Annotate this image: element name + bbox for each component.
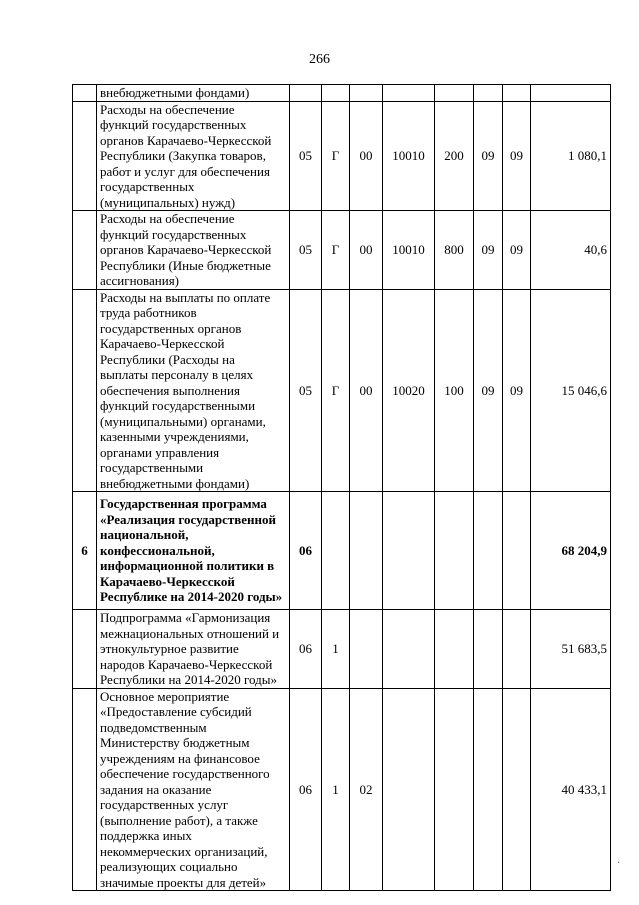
direction-code-cell: 10020 bbox=[383, 289, 435, 492]
program-code-cell: 05 bbox=[290, 289, 322, 492]
subsection-cell: 09 bbox=[503, 289, 531, 492]
description-cell: Подпрограмма «Гармонизация межнациональных отношений и этнокультурное развитие народов Карачаево-Черкесской Республики на 2014-2020 годы» bbox=[97, 610, 290, 689]
expense-type-cell bbox=[435, 610, 474, 689]
subprogram-code-cell: Г bbox=[322, 289, 350, 492]
direction-code-cell bbox=[383, 688, 435, 891]
event-code-cell: 02 bbox=[350, 688, 383, 891]
subprogram-code-cell: 1 bbox=[322, 610, 350, 689]
event-code-cell bbox=[350, 85, 383, 102]
description-cell: Расходы на выплаты по оплате труда работников государственных органов Карачаево-Черкесской Республики (Расходы на выплаты персоналу в целях обеспечения выполнения функций государственными (муниципальными) органами, казенными учреждениями, органами управления государственными внебюджетными фондами) bbox=[97, 289, 290, 492]
program-code-cell: 05 bbox=[290, 101, 322, 211]
section-cell bbox=[474, 610, 503, 689]
row-number-cell bbox=[73, 610, 97, 689]
expense-type-cell: 800 bbox=[435, 211, 474, 290]
scan-mark: · bbox=[617, 858, 621, 869]
description-cell: Расходы на обеспечение функций государственных органов Карачаево-Черкесской Республики (Закупка товаров, работ и услуг для обеспечения государственных (муниципальных) нужд) bbox=[97, 101, 290, 211]
section-cell bbox=[474, 492, 503, 610]
subprogram-code-cell bbox=[322, 85, 350, 102]
subsection-cell bbox=[503, 85, 531, 102]
amount-cell: 40 433,1 bbox=[531, 688, 611, 891]
program-code-cell: 06 bbox=[290, 610, 322, 689]
budget-table bbox=[72, 84, 611, 891]
event-code-cell: 00 bbox=[350, 289, 383, 492]
section-cell: 09 bbox=[474, 101, 503, 211]
expense-type-cell bbox=[435, 688, 474, 891]
event-code-cell bbox=[350, 492, 383, 610]
direction-code-cell bbox=[383, 610, 435, 689]
table-row bbox=[73, 610, 611, 689]
row-number-cell bbox=[73, 688, 97, 891]
description-cell: Расходы на обеспечение функций государственных органов Карачаево-Черкесской Республики (Иные бюджетные ассигнования) bbox=[97, 211, 290, 290]
amount-cell: 68 204,9 bbox=[531, 492, 611, 610]
expense-type-cell: 200 bbox=[435, 101, 474, 211]
section-cell: 09 bbox=[474, 211, 503, 290]
description-cell: Основное мероприятие «Предоставление субсидий подведомственным Министерству бюджетным учреждениям на финансовое обеспечение государственного задания на оказание государственных услуг (выполнение работ), а также поддержка иных некоммерческих организаций, реализующих социально значимые проекты для детей» bbox=[97, 688, 290, 891]
row-number-cell bbox=[73, 211, 97, 290]
direction-code-cell: 10010 bbox=[383, 211, 435, 290]
row-number-cell bbox=[73, 85, 97, 102]
section-cell bbox=[474, 688, 503, 891]
table-row bbox=[73, 101, 611, 211]
row-number-cell bbox=[73, 289, 97, 492]
page-number: 266 bbox=[309, 52, 330, 67]
section-cell bbox=[474, 85, 503, 102]
subsection-cell: 09 bbox=[503, 101, 531, 211]
row-number-cell bbox=[73, 101, 97, 211]
subprogram-code-cell: 1 bbox=[322, 688, 350, 891]
subprogram-code-cell bbox=[322, 492, 350, 610]
program-code-cell bbox=[290, 85, 322, 102]
direction-code-cell bbox=[383, 492, 435, 610]
subsection-cell bbox=[503, 688, 531, 891]
subsection-cell bbox=[503, 492, 531, 610]
amount-cell bbox=[531, 85, 611, 102]
event-code-cell: 00 bbox=[350, 101, 383, 211]
amount-cell: 40,6 bbox=[531, 211, 611, 290]
section-cell: 09 bbox=[474, 289, 503, 492]
direction-code-cell bbox=[383, 85, 435, 102]
subsection-cell bbox=[503, 610, 531, 689]
table-row bbox=[73, 492, 611, 610]
table-row bbox=[73, 688, 611, 891]
expense-type-cell bbox=[435, 85, 474, 102]
program-code-cell: 06 bbox=[290, 688, 322, 891]
event-code-cell bbox=[350, 610, 383, 689]
program-code-cell: 05 bbox=[290, 211, 322, 290]
subprogram-code-cell: Г bbox=[322, 101, 350, 211]
amount-cell: 1 080,1 bbox=[531, 101, 611, 211]
description-cell: Государственная программа «Реализация государственной национальной, конфессиональной, информационной политики в Карачаево-Черкесской Республике на 2014-2020 годы» bbox=[97, 492, 290, 610]
program-code-cell: 06 bbox=[290, 492, 322, 610]
expense-type-cell bbox=[435, 492, 474, 610]
table-row bbox=[73, 211, 611, 290]
amount-cell: 51 683,5 bbox=[531, 610, 611, 689]
row-number-cell: 6 bbox=[73, 492, 97, 610]
description-cell: внебюджетными фондами) bbox=[97, 85, 290, 102]
subsection-cell: 09 bbox=[503, 211, 531, 290]
amount-cell: 15 046,6 bbox=[531, 289, 611, 492]
event-code-cell: 00 bbox=[350, 211, 383, 290]
direction-code-cell: 10010 bbox=[383, 101, 435, 211]
subprogram-code-cell: Г bbox=[322, 211, 350, 290]
table-row bbox=[73, 289, 611, 492]
table-row bbox=[73, 85, 611, 102]
expense-type-cell: 100 bbox=[435, 289, 474, 492]
